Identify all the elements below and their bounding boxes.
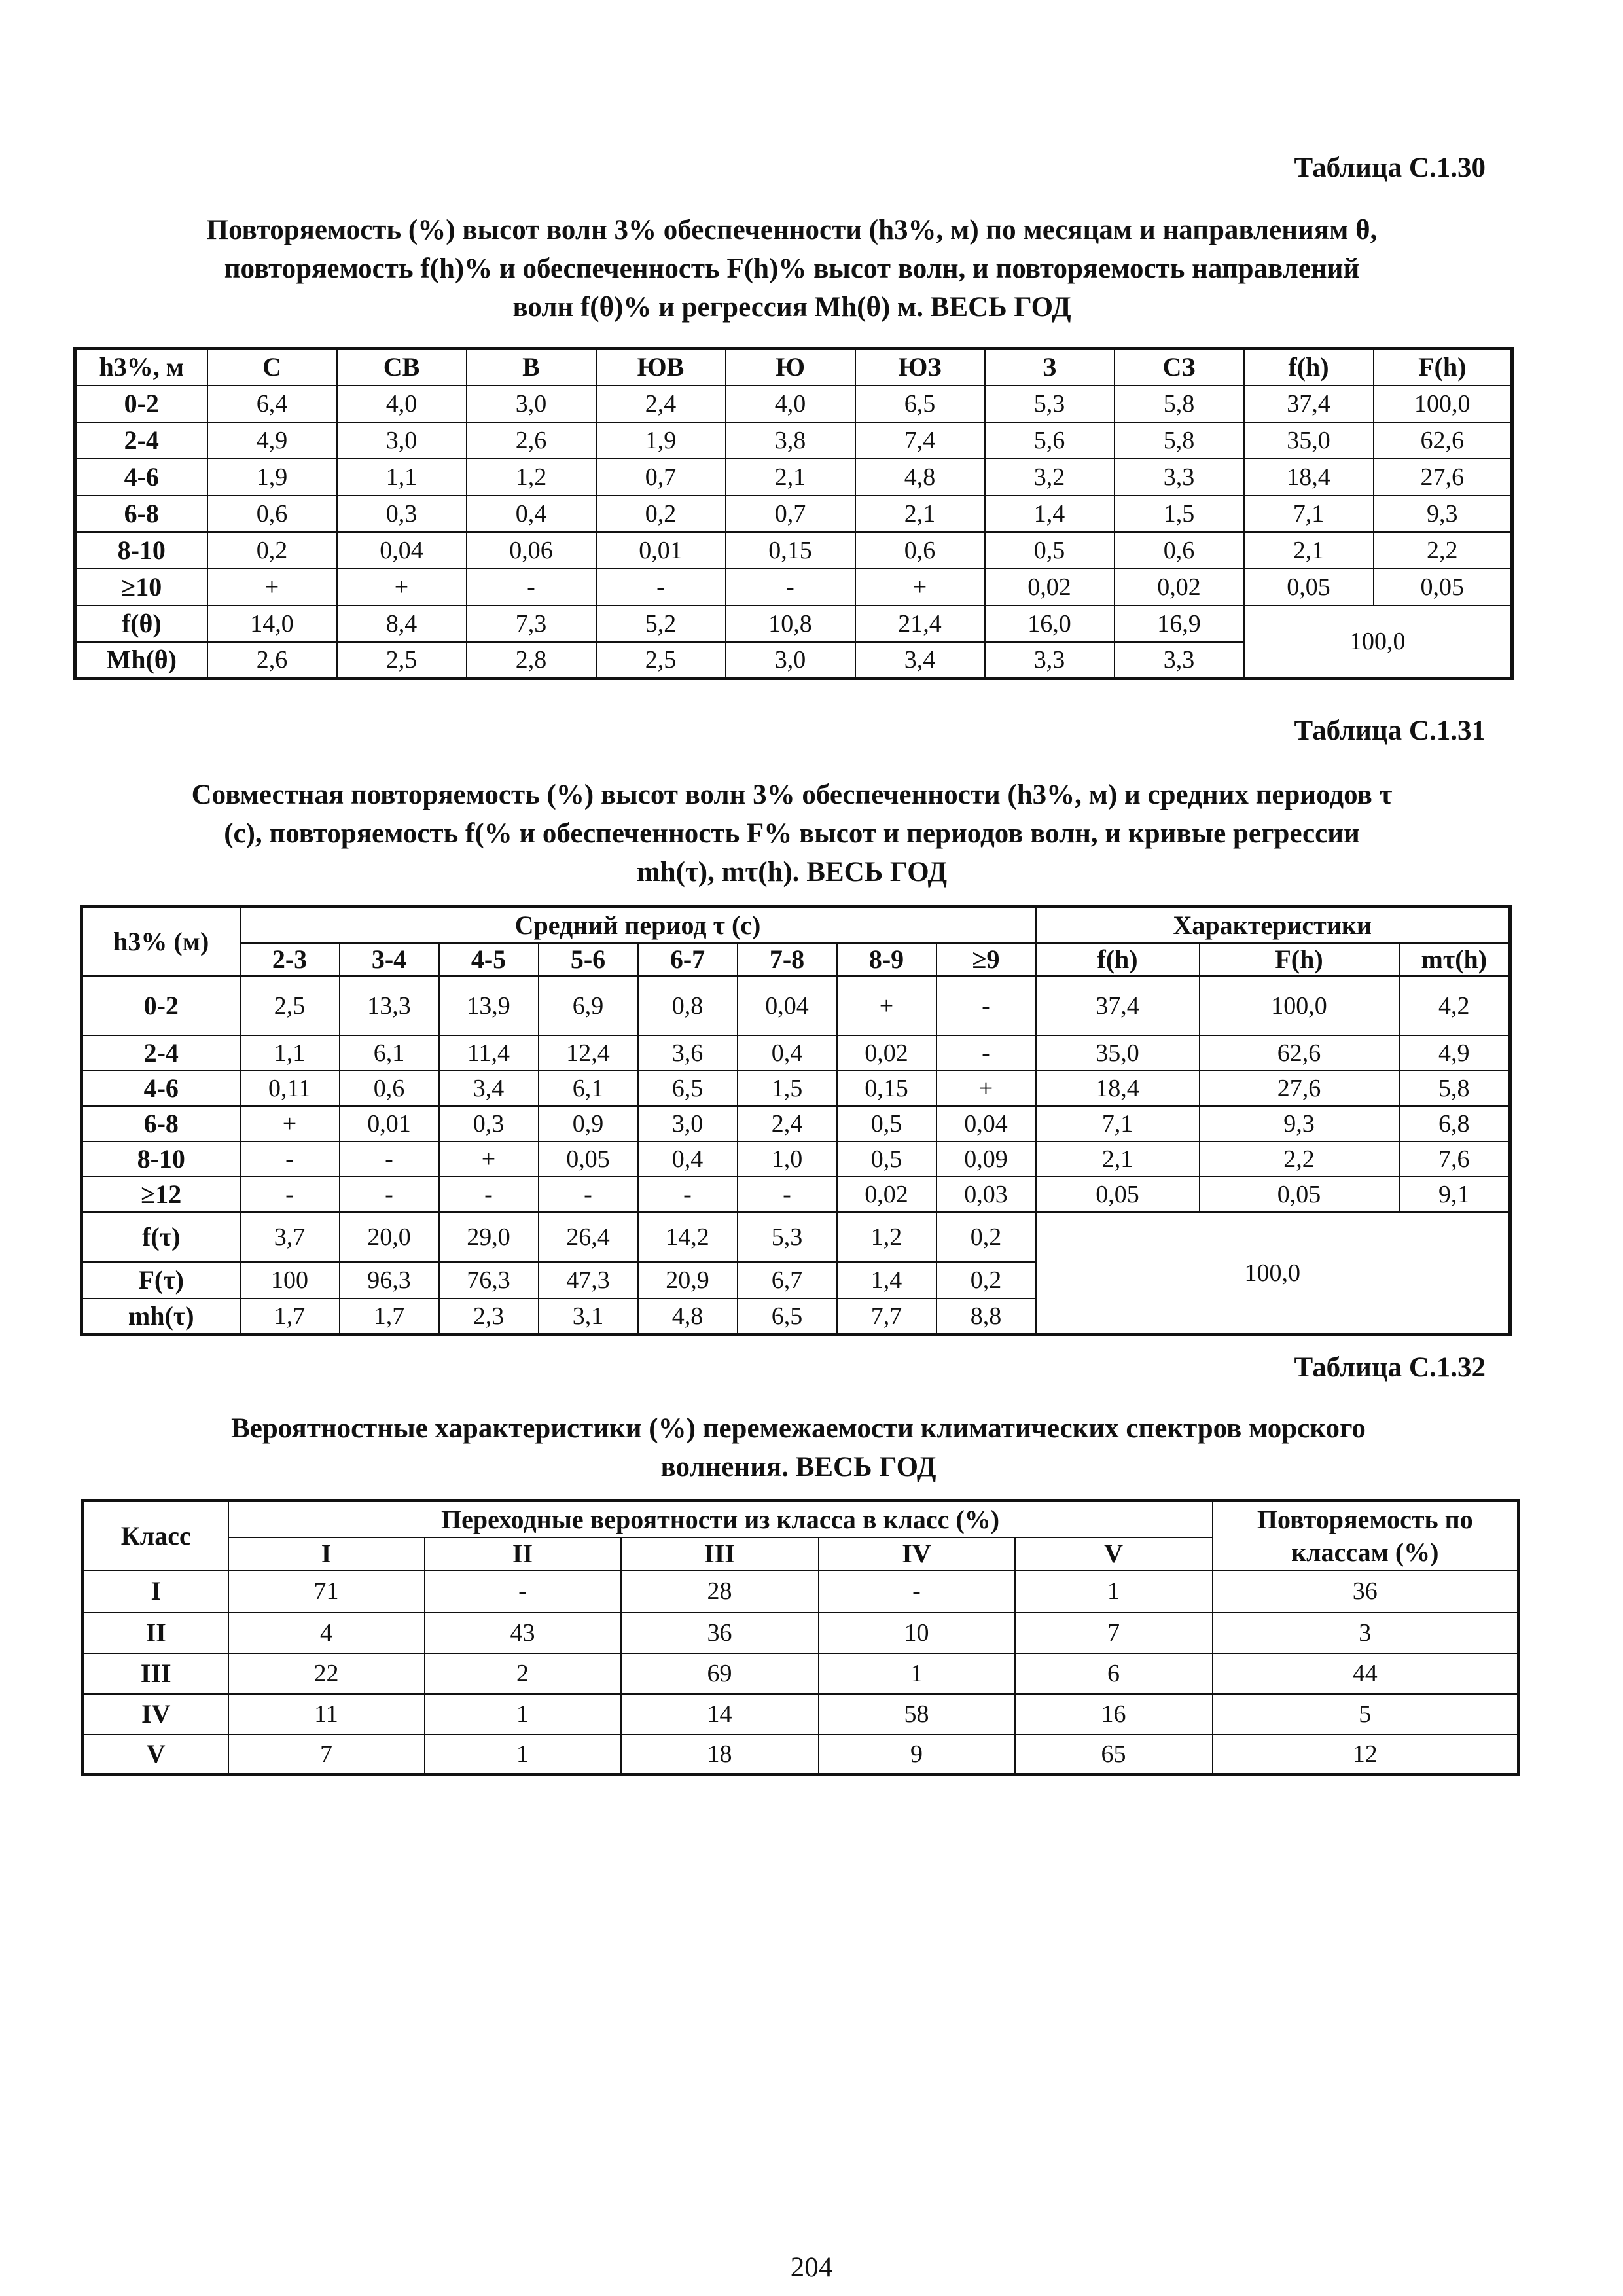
table-cell: 0,4 [738,1035,837,1071]
table-30-corner-header: h3%, м [75,349,207,386]
table-cell: 0,02 [837,1177,936,1212]
m-theta-cell: 3,0 [726,642,855,679]
table-cell: 4,9 [207,422,337,459]
table-31 [80,905,1512,1336]
table-30-title-line-3: волн f(θ)% и регрессия Mh(θ) м. ВЕСЬ ГОД [512,292,1071,323]
table-cell: 0,3 [337,495,467,532]
table-cell: - [425,1570,621,1612]
mh-tau-cell: 4,8 [638,1299,738,1335]
f-theta-cell: 14,0 [207,605,337,642]
table-cell: 4,0 [337,386,467,422]
table-cell: 0,05 [1036,1177,1200,1212]
f-theta-cell: 16,9 [1115,605,1244,642]
table-cell: 3,8 [726,422,855,459]
table-cell: 4,0 [726,386,855,422]
table-cell: 0,3 [439,1106,539,1141]
table-row [75,422,1512,459]
row-label: 8-10 [82,1141,240,1177]
table-32-title [85,1409,1512,1486]
F-tau-cell: 20,9 [638,1262,738,1299]
table-cell: - [467,569,596,605]
table-cell: 6 [1015,1653,1213,1694]
f-tau-cell: 14,2 [638,1212,738,1261]
F-tau-cell: 76,3 [439,1262,539,1299]
table-row [75,495,1512,532]
direction-header: СВ [337,349,467,386]
table-cell: 9 [819,1734,1015,1775]
f-tau-cell: 3,7 [240,1212,340,1261]
table-cell: 1,1 [337,459,467,495]
table-cell: 35,0 [1036,1035,1200,1071]
table-30 [73,347,1514,680]
table-cell: 16 [1015,1694,1213,1734]
bottom-row-label: mh(τ) [82,1299,240,1335]
table-cell: 0,04 [936,1106,1036,1141]
table-row [83,1613,1519,1653]
table-cell: 2 [425,1653,621,1694]
table-cell: 9,3 [1200,1106,1399,1141]
table-cell: 0,02 [985,569,1115,605]
table-cell: - [936,1035,1036,1071]
table-cell: 0,7 [726,495,855,532]
table-cell: 0,5 [837,1141,936,1177]
table-cell: 13,9 [439,976,539,1035]
table-cell: 6,5 [855,386,985,422]
table-cell: - [240,1141,340,1177]
table-cell: 1,9 [207,459,337,495]
table-cell: 36 [1213,1570,1519,1612]
table-cell: 3,0 [467,386,596,422]
table-cell: 0,8 [638,976,738,1035]
row-label: III [83,1653,228,1694]
mh-tau-cell: 3,1 [539,1299,638,1335]
row-label: ≥10 [75,569,207,605]
table-row [83,1653,1519,1694]
table-cell: 9,3 [1374,495,1512,532]
table-cell: + [837,976,936,1035]
class-header: V [1015,1537,1213,1570]
m-theta-cell: 3,4 [855,642,985,679]
f-theta-cell: 10,8 [726,605,855,642]
row-label: 6-8 [75,495,207,532]
table-cell: 14 [621,1694,819,1734]
table-cell: - [819,1570,1015,1612]
table-cell: 0,04 [738,976,837,1035]
table-cell: 0,6 [855,532,985,569]
table-cell: 4,2 [1399,976,1510,1035]
table-cell: 62,6 [1374,422,1512,459]
period-header: 8-9 [837,943,936,976]
table-32 [81,1499,1520,1776]
table-cell: 0,02 [1115,569,1244,605]
mh-tau-cell: 1,7 [340,1299,439,1335]
table-cell: 3,0 [337,422,467,459]
table-cell: 0,7 [596,459,726,495]
class-header: II [425,1537,621,1570]
f-tau-cell: 0,2 [936,1212,1036,1261]
m-theta-cell: 2,5 [596,642,726,679]
table-32-title-line-1: Вероятностные характеристики (%) перемежаемости климатических спектров морского [231,1413,1366,1444]
table-32-group-header-row [83,1501,1519,1538]
table-30-title-line-2: повторяемость f(h)% и обеспеченность F(h)% высот волн, и повторяемость направлений [224,253,1360,284]
direction-header: Ю [726,349,855,386]
table-cell: 13,3 [340,976,439,1035]
table-cell: 1 [425,1734,621,1775]
f-tau-cell: 26,4 [539,1212,638,1261]
table-32-caption: Таблица С.1.32 [1294,1352,1486,1383]
table-cell: 7,6 [1399,1141,1510,1177]
direction-header: З [985,349,1115,386]
table-cell: 3,4 [439,1071,539,1106]
table-30-total: 100,0 [1244,605,1512,679]
table-cell: 0,4 [638,1141,738,1177]
table-cell: 4,8 [855,459,985,495]
table-cell: - [726,569,855,605]
table-cell: 27,6 [1200,1071,1399,1106]
row-label: 4-6 [75,459,207,495]
f-theta-label: f(θ) [75,605,207,642]
table-cell: 1,5 [1115,495,1244,532]
table-cell: 2,1 [1244,532,1374,569]
table-32-corner-header: Класс [83,1501,228,1571]
row-label: 0-2 [75,386,207,422]
table-31-title [85,776,1499,891]
char-header: f(h) [1036,943,1200,976]
Fh-header: F(h) [1374,349,1512,386]
table-31-group-header-row [82,906,1510,944]
table-row [82,1106,1510,1141]
f-tau-cell: 20,0 [340,1212,439,1261]
table-cell: 5,6 [985,422,1115,459]
table-row [82,976,1510,1035]
table-30-f-theta-row [75,605,1512,642]
table-cell: + [855,569,985,605]
table-cell: 1 [1015,1570,1213,1612]
table-cell: - [340,1177,439,1212]
F-tau-cell: 47,3 [539,1262,638,1299]
table-30-title-line-1: Повторяемость (%) высот волн 3% обеспеченности (h3%, м) по месяцам и направлениям θ, [206,215,1378,245]
table-cell: 62,6 [1200,1035,1399,1071]
f-theta-cell: 5,2 [596,605,726,642]
table-cell: 7 [228,1734,425,1775]
m-theta-cell: 3,3 [985,642,1115,679]
table-cell: 6,9 [539,976,638,1035]
characteristics-group-header: Характеристики [1036,906,1510,944]
table-cell: 12 [1213,1734,1519,1775]
table-cell: 0,05 [539,1141,638,1177]
table-cell: 0,9 [539,1106,638,1141]
direction-header: В [467,349,596,386]
mh-tau-cell: 8,8 [936,1299,1036,1335]
table-cell: 6,5 [638,1071,738,1106]
table-cell: 0,15 [726,532,855,569]
table-cell: 12,4 [539,1035,638,1071]
table-cell: + [439,1141,539,1177]
table-cell: 43 [425,1613,621,1653]
table-cell: 0,6 [340,1071,439,1106]
table-cell: 1,4 [985,495,1115,532]
table-cell: 2,5 [240,976,340,1035]
table-cell: - [936,976,1036,1035]
f-theta-cell: 7,3 [467,605,596,642]
table-30-caption: Таблица С.1.30 [1294,152,1486,183]
table-cell: 5,3 [985,386,1115,422]
table-row [75,532,1512,569]
period-header: 3-4 [340,943,439,976]
table-cell: + [207,569,337,605]
f-tau-cell: 5,3 [738,1212,837,1261]
repeatability-header: Повторяемость по классам (%) [1213,1501,1519,1571]
table-cell: - [439,1177,539,1212]
table-cell: 5,8 [1115,422,1244,459]
table-cell: 1,0 [738,1141,837,1177]
table-cell: 0,6 [207,495,337,532]
class-header: I [228,1537,425,1570]
table-cell: 2,1 [726,459,855,495]
table-cell: 6,8 [1399,1106,1510,1141]
direction-header: ЮЗ [855,349,985,386]
table-cell: 7,4 [855,422,985,459]
row-label: II [83,1613,228,1653]
table-cell: 7,1 [1244,495,1374,532]
f-theta-cell: 21,4 [855,605,985,642]
table-cell: 1,5 [738,1071,837,1106]
row-label: 6-8 [82,1106,240,1141]
table-cell: 6,1 [340,1035,439,1071]
table-cell: 0,09 [936,1141,1036,1177]
f-tau-cell: 1,2 [837,1212,936,1261]
f-theta-cell: 8,4 [337,605,467,642]
table-row [83,1570,1519,1612]
table-cell: - [738,1177,837,1212]
direction-header: СЗ [1115,349,1244,386]
table-31-title-line-3: mh(τ), mτ(h). ВЕСЬ ГОД [636,857,948,888]
table-cell: 0,03 [936,1177,1036,1212]
table-cell: 3,6 [638,1035,738,1071]
table-cell: 2,6 [467,422,596,459]
table-cell: 4,9 [1399,1035,1510,1071]
table-cell: 2,1 [855,495,985,532]
fh-header: f(h) [1244,349,1374,386]
table-row [75,569,1512,605]
table-cell: 58 [819,1694,1015,1734]
table-cell: 5,8 [1115,386,1244,422]
table-31-corner-header: h3% (м) [82,906,240,977]
table-31-caption: Таблица С.1.31 [1294,715,1486,746]
table-cell: + [936,1071,1036,1106]
table-cell: 0,6 [1115,532,1244,569]
row-label: V [83,1734,228,1775]
table-cell: - [638,1177,738,1212]
table-cell: 0,05 [1244,569,1374,605]
table-row [82,1071,1510,1106]
table-cell: 100,0 [1200,976,1399,1035]
bottom-row-label: f(τ) [82,1212,240,1261]
period-header: 5-6 [539,943,638,976]
table-cell: 37,4 [1036,976,1200,1035]
table-cell: 28 [621,1570,819,1612]
period-group-header: Средний период τ (с) [240,906,1036,944]
table-row [83,1734,1519,1775]
page-number: 204 [790,2252,833,2283]
table-cell: 10 [819,1613,1015,1653]
table-cell: 1,2 [467,459,596,495]
table-31-title-line-2: (с), повторяемость f(% и обеспеченность F% высот и периодов волн, и кривые регрессии [224,818,1360,849]
table-cell: 0,05 [1200,1177,1399,1212]
mh-tau-cell: 7,7 [837,1299,936,1335]
row-label: 2-4 [82,1035,240,1071]
F-tau-cell: 6,7 [738,1262,837,1299]
table-cell: 36 [621,1613,819,1653]
period-header: 2-3 [240,943,340,976]
row-label: 0-2 [82,976,240,1035]
table-31-subheader-row [82,943,1510,976]
table-cell: 1,9 [596,422,726,459]
bottom-row-label: F(τ) [82,1262,240,1299]
table-cell: 0,05 [1374,569,1512,605]
table-cell: 5 [1213,1694,1519,1734]
table-row [75,386,1512,422]
table-cell: 0,5 [837,1106,936,1141]
row-label: 8-10 [75,532,207,569]
table-cell: 6,1 [539,1071,638,1106]
table-cell: + [337,569,467,605]
F-tau-cell: 100 [240,1262,340,1299]
m-theta-label: Mh(θ) [75,642,207,679]
direction-header: ЮВ [596,349,726,386]
table-cell: 7,1 [1036,1106,1200,1141]
table-cell: 9,1 [1399,1177,1510,1212]
m-theta-cell: 2,5 [337,642,467,679]
row-label: I [83,1570,228,1612]
table-row [83,1694,1519,1734]
table-31-f-tau-row [82,1212,1510,1261]
char-header: mτ(h) [1399,943,1510,976]
table-cell: 71 [228,1570,425,1612]
m-theta-cell: 3,3 [1115,642,1244,679]
table-cell: 100,0 [1374,386,1512,422]
row-label: ≥12 [82,1177,240,1212]
table-cell: 0,4 [467,495,596,532]
table-cell: 0,04 [337,532,467,569]
period-header: ≥9 [936,943,1036,976]
table-row [75,459,1512,495]
table-cell: 0,01 [596,532,726,569]
table-cell: 22 [228,1653,425,1694]
table-cell: 5,8 [1399,1071,1510,1106]
table-cell: 3,0 [638,1106,738,1141]
F-tau-cell: 96,3 [340,1262,439,1299]
table-cell: 37,4 [1244,386,1374,422]
table-cell: 0,01 [340,1106,439,1141]
period-header: 6-7 [638,943,738,976]
table-32-title-line-2: волнения. ВЕСЬ ГОД [660,1452,936,1482]
mh-tau-cell: 1,7 [240,1299,340,1335]
table-cell: - [539,1177,638,1212]
f-theta-cell: 16,0 [985,605,1115,642]
table-cell: 2,2 [1200,1141,1399,1177]
table-cell: - [240,1177,340,1212]
table-cell: 11,4 [439,1035,539,1071]
table-31-total: 100,0 [1036,1212,1510,1335]
table-cell: 4 [228,1613,425,1653]
table-cell: 11 [228,1694,425,1734]
char-header: F(h) [1200,943,1399,976]
table-cell: 6,4 [207,386,337,422]
mh-tau-cell: 6,5 [738,1299,837,1335]
F-tau-cell: 0,2 [936,1262,1036,1299]
table-cell: 0,5 [985,532,1115,569]
table-cell: 1 [425,1694,621,1734]
class-header: III [621,1537,819,1570]
table-30-title [85,211,1499,327]
table-cell: 18 [621,1734,819,1775]
table-cell: 0,02 [837,1035,936,1071]
table-cell: 7 [1015,1613,1213,1653]
table-cell: 3 [1213,1613,1519,1653]
table-cell: 2,4 [738,1106,837,1141]
direction-header: С [207,349,337,386]
table-30-header-row [75,349,1512,386]
table-cell: 1 [819,1653,1015,1694]
table-cell: + [240,1106,340,1141]
table-cell: 35,0 [1244,422,1374,459]
table-cell: 0,2 [596,495,726,532]
table-cell: 3,3 [1115,459,1244,495]
table-cell: 27,6 [1374,459,1512,495]
table-cell: - [340,1141,439,1177]
table-row [82,1141,1510,1177]
F-tau-cell: 1,4 [837,1262,936,1299]
period-header: 4-5 [439,943,539,976]
mh-tau-cell: 2,3 [439,1299,539,1335]
m-theta-cell: 2,6 [207,642,337,679]
class-header: IV [819,1537,1015,1570]
table-cell: 2,2 [1374,532,1512,569]
table-cell: - [596,569,726,605]
table-row [82,1035,1510,1071]
f-tau-cell: 29,0 [439,1212,539,1261]
transition-group-header: Переходные вероятности из класса в класс (%) [228,1501,1213,1538]
row-label: IV [83,1694,228,1734]
table-cell: 65 [1015,1734,1213,1775]
table-cell: 18,4 [1036,1071,1200,1106]
row-label: 2-4 [75,422,207,459]
table-cell: 2,1 [1036,1141,1200,1177]
table-cell: 0,15 [837,1071,936,1106]
table-cell: 0,06 [467,532,596,569]
table-row [82,1177,1510,1212]
table-cell: 3,2 [985,459,1115,495]
table-cell: 1,1 [240,1035,340,1071]
table-cell: 69 [621,1653,819,1694]
table-cell: 2,4 [596,386,726,422]
m-theta-cell: 2,8 [467,642,596,679]
row-label: 4-6 [82,1071,240,1106]
table-cell: 0,11 [240,1071,340,1106]
table-31-title-line-1: Совместная повторяемость (%) высот волн 3% обеспеченности (h3%, м) и средних периодов τ [191,780,1393,810]
table-cell: 44 [1213,1653,1519,1694]
table-cell: 18,4 [1244,459,1374,495]
period-header: 7-8 [738,943,837,976]
table-cell: 0,2 [207,532,337,569]
